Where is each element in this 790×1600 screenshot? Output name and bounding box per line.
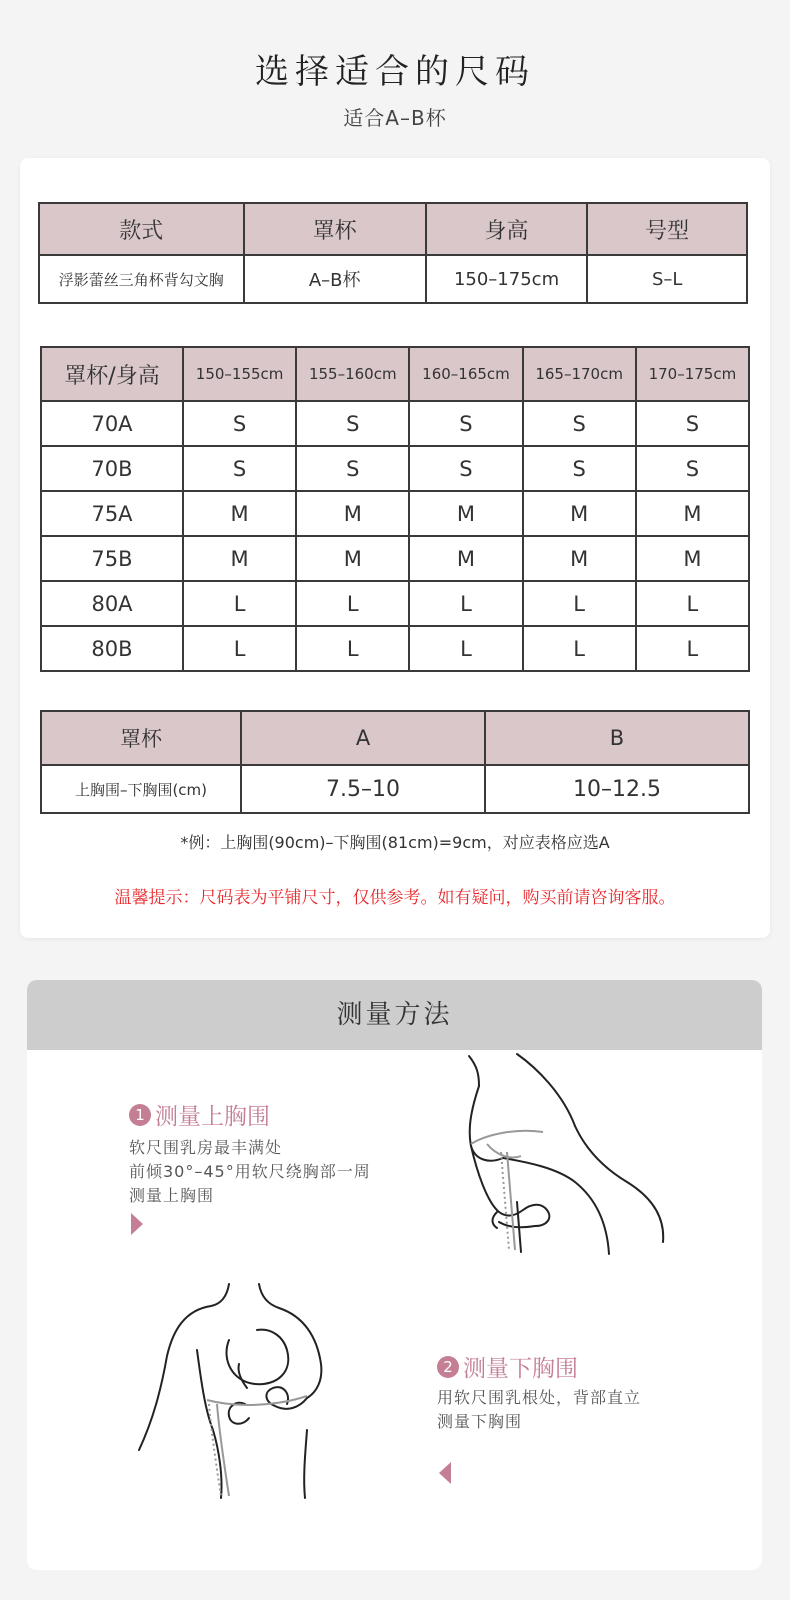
step2-text: 用软尺围乳根处，背部直立 测量下胸围 — [437, 1388, 642, 1431]
size-cell: S — [523, 401, 636, 446]
size-table-header — [41, 347, 749, 401]
table-row — [41, 491, 749, 536]
size-cell: S — [296, 446, 409, 491]
size-cell: L — [523, 581, 636, 626]
cup-table-header — [41, 711, 749, 765]
size-cell: M — [296, 491, 409, 536]
size-cell: M — [409, 536, 522, 581]
cup-a-header: A — [241, 711, 485, 765]
warm-tip: 温馨提示：尺码表为平铺尺寸，仅供参考。如有疑问，购买前请咨询客服。 — [114, 888, 676, 908]
cup-label: 75A — [41, 491, 183, 536]
height-header: 170–175cm — [636, 347, 749, 401]
corner-cell: 罩杯/身高 — [41, 347, 183, 401]
size-cell: L — [296, 581, 409, 626]
cup-label: 80A — [41, 581, 183, 626]
step1-number-icon: 1 — [129, 1104, 151, 1126]
under-bust-figure-icon — [137, 1280, 357, 1500]
size-chart-card — [20, 158, 770, 938]
size-cell: L — [636, 581, 749, 626]
size-cell: S — [183, 401, 296, 446]
measure-title: 测量方法 — [27, 980, 762, 1050]
header-height: 身高 — [426, 203, 588, 255]
table-row — [41, 536, 749, 581]
size-cell: M — [183, 491, 296, 536]
size-cell: L — [523, 626, 636, 671]
size-cell: L — [409, 581, 522, 626]
size-cell: S — [296, 401, 409, 446]
height-header: 160–165cm — [409, 347, 522, 401]
upper-bust-figure-icon — [457, 1052, 687, 1262]
bust-diff-label: 上胸围–下胸围(cm) — [41, 765, 241, 813]
step2-number-icon: 2 — [437, 1356, 459, 1378]
height-header: 165–170cm — [523, 347, 636, 401]
product-cup: A–B杯 — [244, 255, 426, 303]
table-row — [41, 446, 749, 491]
product-table-header — [39, 203, 747, 255]
header-style: 款式 — [39, 203, 244, 255]
size-cell: M — [636, 491, 749, 536]
size-cell: S — [523, 446, 636, 491]
size-cell: M — [409, 491, 522, 536]
page-subtitle: 适合A–B杯 — [343, 106, 447, 130]
step1-text: 软尺围乳房最丰满处 前倾30°–45°用软尺绕胸部一周 测量上胸围 — [129, 1138, 371, 1205]
height-header: 155–160cm — [296, 347, 409, 401]
table-row — [41, 626, 749, 671]
size-cell: S — [409, 401, 522, 446]
product-height: 150–175cm — [426, 255, 588, 303]
header-cup: 罩杯 — [244, 203, 426, 255]
product-table-row — [39, 255, 747, 303]
size-cell: M — [523, 536, 636, 581]
cup-label: 80B — [41, 626, 183, 671]
product-name: 浮影蕾丝三角杯背勾文胸 — [39, 255, 244, 303]
size-cell: S — [636, 401, 749, 446]
header-size: 号型 — [587, 203, 747, 255]
cup-b-value: 10–12.5 — [485, 765, 749, 813]
table-row — [41, 765, 749, 813]
step1-title-text: 测量上胸围 — [155, 1104, 270, 1130]
height-header: 150–155cm — [183, 347, 296, 401]
size-cell: L — [636, 626, 749, 671]
table-row — [41, 581, 749, 626]
cup-label: 70B — [41, 446, 183, 491]
size-cell: M — [183, 536, 296, 581]
cup-label: 70A — [41, 401, 183, 446]
size-cell: M — [523, 491, 636, 536]
page-title: 选择适合的尺码 — [255, 52, 535, 92]
size-cell: L — [296, 626, 409, 671]
size-cell: S — [183, 446, 296, 491]
step2-title-text: 测量下胸围 — [463, 1356, 578, 1382]
measure-card — [27, 980, 762, 1570]
size-cell: L — [409, 626, 522, 671]
example-note: *例：上胸围(90cm)–下胸围(81cm)=9cm，对应表格应选A — [180, 833, 610, 852]
product-table — [38, 202, 748, 304]
size-cell: L — [183, 581, 296, 626]
arrow-left-icon — [439, 1462, 451, 1484]
product-size: S–L — [587, 255, 747, 303]
cup-label: 75B — [41, 536, 183, 581]
arrow-right-icon — [131, 1213, 143, 1235]
size-cell: S — [409, 446, 522, 491]
cup-table — [40, 710, 750, 814]
size-cell: M — [636, 536, 749, 581]
cup-a-value: 7.5–10 — [241, 765, 485, 813]
step2-title — [437, 1350, 578, 1383]
cup-header: 罩杯 — [41, 711, 241, 765]
size-cell: M — [296, 536, 409, 581]
table-row — [41, 401, 749, 446]
step1-title — [129, 1098, 270, 1131]
size-table — [40, 346, 750, 672]
size-cell: L — [183, 626, 296, 671]
size-cell: S — [636, 446, 749, 491]
cup-b-header: B — [485, 711, 749, 765]
